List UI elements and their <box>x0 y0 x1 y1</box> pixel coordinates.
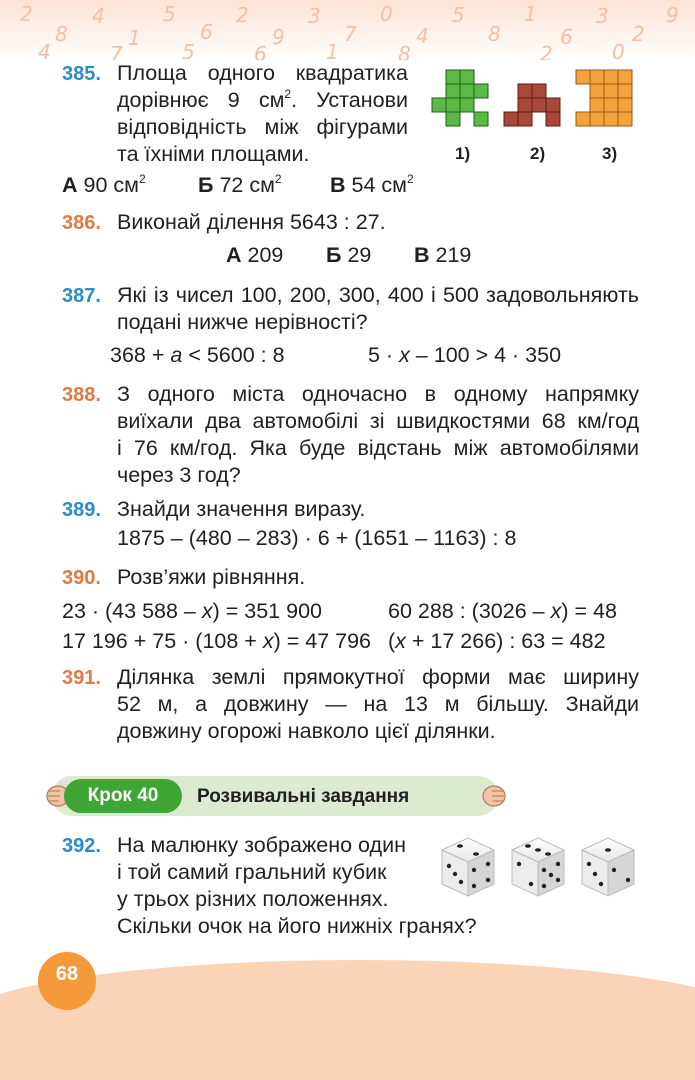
decor-digit: 8 <box>398 42 411 60</box>
figure-3-orange-shape <box>576 70 632 126</box>
die-1-icon <box>442 838 494 896</box>
task-390-equation-3: 17 196 + 75 · (108 + x) = 47 796 <box>62 629 371 653</box>
task-389-text: Знайди значення виразу. <box>117 497 366 521</box>
task-number-391: 391. <box>62 667 101 689</box>
task-392-line: у трьох різних положеннях. <box>117 887 389 911</box>
decor-digit: 7 <box>110 42 123 60</box>
decor-digit: 2 <box>236 3 249 27</box>
decor-digit: 1 <box>524 2 537 26</box>
task-387-inequality-2: 5 · х – 100 > 4 · 350 <box>368 343 562 367</box>
task-385-figures <box>430 68 645 128</box>
decor-digit: 4 <box>38 40 51 60</box>
decor-digit: 5 <box>182 40 195 60</box>
decor-digit: 1 <box>128 26 141 50</box>
decor-digit: 1 <box>326 40 339 60</box>
task-386-option-c: В 219 <box>414 243 472 267</box>
decor-digit: 7 <box>344 22 357 46</box>
task-385-option-b: Б 72 $см^2$ <box>198 172 282 197</box>
task-388-line: виїхали два автомобілі зі швидкостями 68 км/год <box>117 409 639 433</box>
decorative-digits-band <box>0 0 695 60</box>
decor-digit: 4 <box>92 4 105 28</box>
decor-digit: 2 <box>20 2 33 26</box>
step-title: Розвивальні завдання <box>197 786 410 807</box>
task-387-line: подані нижче нерівності? <box>117 310 368 334</box>
task-388-line: З одного міста одночасно в одному напрямку <box>117 382 639 406</box>
task-number-389: 389. <box>62 499 101 521</box>
die-2-icon <box>512 838 564 896</box>
task-385-option-c: В 54 $см^2$ <box>330 172 414 197</box>
task-392-line: На малюнку зображено один <box>117 833 406 857</box>
task-391-line: довжину огорожі навколо цієї ділянки. <box>117 719 496 743</box>
task-391-line: Ділянка землі прямокутної форми має ширину <box>117 665 639 689</box>
decor-digit: 4 <box>416 24 429 48</box>
decor-digit: 0 <box>380 2 393 26</box>
task-385-line: відповідність між фігурами <box>117 115 408 139</box>
task-386-option-b: Б 29 <box>326 243 372 267</box>
decor-digit: 9 <box>272 25 285 49</box>
step-badge: Крок 40 <box>64 779 182 813</box>
page-number: 68 <box>38 952 96 1010</box>
task-390-equation-4: (x + 17 266) : 63 = 482 <box>388 629 606 653</box>
footer-arc <box>0 960 695 1080</box>
task-392-line: Скільки очок на його нижніх гранях? <box>117 914 477 938</box>
task-386-option-a: А 209 <box>226 243 284 267</box>
task-387-inequality-1: 368 + а < 5600 : 8 <box>110 343 285 367</box>
task-385-line: дорівнює 9 $см^2$. Установи <box>117 87 409 112</box>
task-number-386: 386. <box>62 212 101 234</box>
figure-1-green-shape <box>432 70 488 126</box>
decor-digit: 0 <box>612 40 625 60</box>
task-number-392: 392. <box>62 835 101 857</box>
task-385-option-a: А 90 $см^2$ <box>62 172 146 197</box>
task-388-line: і 76 км/год. Яка буде відстань між автомобілями <box>117 436 639 460</box>
die-3-icon <box>582 838 634 896</box>
decor-digit: 5 <box>452 3 465 27</box>
task-386-text: Виконай ділення 5643 : 27. <box>117 210 386 234</box>
task-number-385: 385. <box>62 63 101 85</box>
figure-2-darkred-shape <box>504 84 560 126</box>
decor-digit: 5 <box>163 2 176 26</box>
decor-digit: 8 <box>55 22 68 46</box>
task-390-equation-2: 60 288 : (3026 – x) = 48 <box>388 599 617 623</box>
pointing-hand-right-icon <box>482 782 508 810</box>
decor-digit: 2 <box>632 22 645 46</box>
task-392-line: і той самий гральний кубик <box>117 860 387 884</box>
decor-digit: 3 <box>596 4 609 28</box>
decor-digit: 6 <box>254 42 267 60</box>
task-number-387: 387. <box>62 285 101 307</box>
figure-label-3: 3) <box>602 144 618 163</box>
task-390-equation-1: 23 · (43 588 – x) = 351 900 <box>62 599 322 623</box>
figure-label-1: 1) <box>455 144 471 163</box>
task-391-line: 52 м, а довжину — на 13 м більшу. Знайди <box>117 692 639 716</box>
task-number-388: 388. <box>62 384 101 406</box>
task-387-line: Які із чисел 100, 200, 300, 400 і 500 задовольняють <box>117 283 639 307</box>
task-389-expression: 1875 – (480 – 283) · 6 + (1651 – 1163) : 8 <box>117 526 517 550</box>
dice-illustration <box>438 832 638 902</box>
decor-digit: 9 <box>666 3 679 27</box>
figure-label-2: 2) <box>530 144 546 163</box>
task-385-line: та їхніми площами. <box>117 142 310 166</box>
task-390-text: Розв’яжи рівняння. <box>117 565 306 589</box>
task-388-line: через 3 год? <box>117 463 241 487</box>
task-385-line: Площа одного квадратика <box>117 61 408 85</box>
decor-digit: 8 <box>488 22 501 46</box>
decor-digit: 2 <box>540 42 553 60</box>
task-number-390: 390. <box>62 567 101 589</box>
decor-digit: 6 <box>560 25 573 49</box>
decor-digit: 6 <box>200 20 213 44</box>
decor-digit: 3 <box>308 4 321 28</box>
